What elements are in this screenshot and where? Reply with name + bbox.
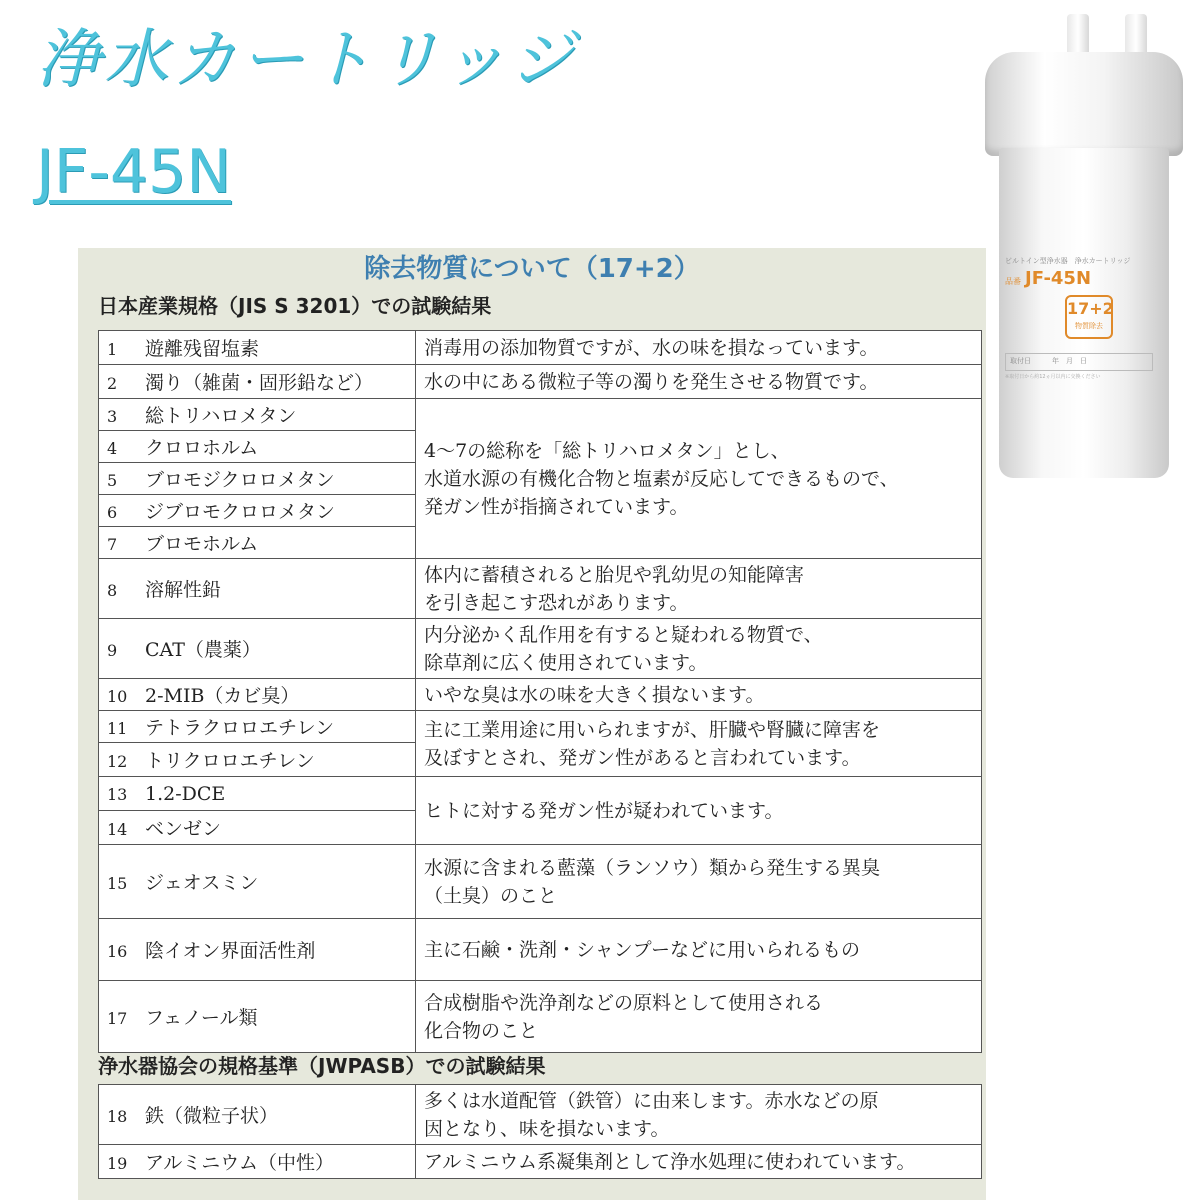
desc-cell <box>416 1085 982 1145</box>
item-number: 15 <box>107 874 128 893</box>
item-description: 多くは水道配管（鉄管）に由来します。赤水などの原 因となり、味を損ないます。 <box>424 1089 879 1140</box>
table-row <box>99 619 982 679</box>
table-row <box>99 679 982 711</box>
item-description: 水の中にある微粒子等の濁りを発生させる物質です。 <box>424 370 879 393</box>
item-name: 陰イオン界面活性剤 <box>145 940 316 962</box>
item-name: クロロホルム <box>145 437 259 459</box>
product-image <box>985 8 1185 478</box>
section-heading-jis: 日本産業規格（JIS S 3201）での試験結果 <box>98 294 492 318</box>
document-scan <box>78 248 986 1200</box>
item-name: 溶解性鉛 <box>145 579 222 601</box>
item-description: 主に石鹸・洗剤・シャンプーなどに用いられるもの <box>424 938 861 961</box>
cartridge-model <box>1005 268 1153 289</box>
desc-cell <box>416 331 982 365</box>
model-number: JF-45N <box>36 137 232 207</box>
item-cell <box>99 811 416 845</box>
item-description: 主に工業用途に用いられますが、肝臓や腎臓に障害を 及ぼすとされ、発ガン性があると言われています。 <box>424 718 881 769</box>
item-description: アルミニウム系凝集剤として浄水処理に使われています。 <box>424 1150 916 1173</box>
item-number: 17 <box>107 1009 128 1028</box>
cartridge-hinban: 品番 <box>1005 277 1021 286</box>
item-cell <box>99 1085 416 1145</box>
cartridge-label <box>1005 256 1153 380</box>
table-row <box>99 981 982 1053</box>
item-description: 4～7の総称を「総トリハロメタン」とし、 水道水源の有機化合物と塩素が反応してできるもので、 発ガン性が指摘されています。 <box>424 439 899 518</box>
cartridge-label-top: ビルトイン型浄水器 浄水カートリッジ <box>1005 257 1131 265</box>
document-title: 除去物質について（17+2） <box>364 254 700 284</box>
item-cell <box>99 463 416 495</box>
item-number: 4 <box>107 439 118 458</box>
item-cell <box>99 711 416 743</box>
item-cell <box>99 679 416 711</box>
item-cell <box>99 619 416 679</box>
item-number: 18 <box>107 1107 128 1126</box>
desc-cell <box>416 1145 982 1179</box>
item-description: 消毒用の添加物質ですが、水の味を損なっています。 <box>424 336 879 359</box>
item-name: ジェオスミン <box>145 872 259 894</box>
item-number: 12 <box>107 752 128 771</box>
item-name: 1.2-DCE <box>145 782 226 805</box>
item-name: アルミニウム（中性） <box>145 1152 335 1174</box>
item-cell <box>99 777 416 811</box>
item-number: 7 <box>107 535 118 554</box>
desc-cell <box>416 777 982 845</box>
item-number: 14 <box>107 820 128 839</box>
item-description: 水源に含まれる藍藻（ランソウ）類から発生する異臭 （土臭）のこと <box>424 856 881 907</box>
jis-table <box>98 330 982 1053</box>
item-cell <box>99 919 416 981</box>
item-cell <box>99 365 416 399</box>
item-name: 濁り（雑菌・固形鉛など） <box>145 372 374 394</box>
item-cell <box>99 845 416 919</box>
item-description: 合成樹脂や洗浄剤などの原料として使用される 化合物のこと <box>424 991 824 1042</box>
desc-cell <box>416 981 982 1053</box>
item-number: 19 <box>107 1154 128 1173</box>
desc-cell <box>416 679 982 711</box>
item-name: トリクロロエチレン <box>145 750 315 772</box>
section-heading-jwpasb: 浄水器協会の規格基準（JWPASB）での試験結果 <box>98 1054 546 1078</box>
item-cell <box>99 495 416 527</box>
item-description: 体内に蓄積されると胎児や乳幼児の知能障害 を引き起こす恐れがあります。 <box>424 563 805 614</box>
item-name: フェノール類 <box>145 1007 258 1029</box>
cartridge-badge-main: 17+2 <box>1067 299 1114 318</box>
item-name: ブロモホルム <box>145 533 259 555</box>
item-cell <box>99 981 416 1053</box>
desc-cell <box>416 399 982 559</box>
table-row <box>99 331 982 365</box>
desc-cell <box>416 365 982 399</box>
item-number: 5 <box>107 471 118 490</box>
item-name: テトラクロロエチレン <box>145 717 335 739</box>
item-name: 鉄（微粒子状） <box>145 1105 279 1127</box>
item-description: ヒトに対する発ガン性が疑われています。 <box>424 799 784 822</box>
item-number: 13 <box>107 784 128 804</box>
cartridge-cap <box>985 52 1183 156</box>
item-description: いやな臭は水の味を大きく損ないます。 <box>424 683 765 706</box>
table-row <box>99 1085 982 1145</box>
item-name: 総トリハロメタン <box>145 405 297 427</box>
desc-cell <box>416 919 982 981</box>
item-number: 2 <box>107 374 118 393</box>
table-row <box>99 365 982 399</box>
cartridge-model-text: JF-45N <box>1025 268 1092 289</box>
cartridge-badge <box>1065 295 1113 339</box>
item-number: 11 <box>107 719 128 738</box>
item-cell <box>99 1145 416 1179</box>
table-row <box>99 711 982 743</box>
table-row <box>99 919 982 981</box>
item-number: 10 <box>107 687 128 706</box>
table-row <box>99 1145 982 1179</box>
table-row <box>99 845 982 919</box>
cartridge-badge-sub: 物質除去 <box>1075 322 1103 330</box>
desc-cell <box>416 559 982 619</box>
desc-cell <box>416 845 982 919</box>
item-cell <box>99 399 416 431</box>
item-number: 9 <box>107 641 118 660</box>
table-row <box>99 559 982 619</box>
table-row <box>99 399 982 431</box>
page-title: 浄水カートリッジ <box>36 23 578 97</box>
item-cell <box>99 431 416 463</box>
jwpasb-table <box>98 1084 982 1179</box>
item-number: 3 <box>107 407 118 426</box>
item-number: 8 <box>107 581 118 600</box>
item-name: 遊離残留塩素 <box>145 338 260 360</box>
item-description: 内分泌かく乱作用を有すると疑われる物質で、 除草剤に広く使用されています。 <box>424 623 823 674</box>
cartridge-date-note: ※取付日から約12ヵ月以内に交換ください <box>1005 374 1101 380</box>
desc-cell <box>416 711 982 777</box>
item-cell <box>99 559 416 619</box>
item-cell <box>99 527 416 559</box>
item-number: 1 <box>107 340 118 359</box>
table-row <box>99 777 982 811</box>
item-name: CAT（農薬） <box>145 639 261 661</box>
item-name: 2-MIB（カビ臭） <box>145 685 300 707</box>
item-name: ジブロモクロロメタン <box>145 501 336 523</box>
item-number: 6 <box>107 503 118 522</box>
item-cell <box>99 743 416 777</box>
desc-cell <box>416 619 982 679</box>
item-number: 16 <box>107 942 128 961</box>
cartridge-date-box: 取付日 年 月 日 <box>1005 353 1153 371</box>
item-name: ベンゼン <box>145 818 222 840</box>
item-cell <box>99 331 416 365</box>
item-name: ブロモジクロロメタン <box>145 469 335 491</box>
